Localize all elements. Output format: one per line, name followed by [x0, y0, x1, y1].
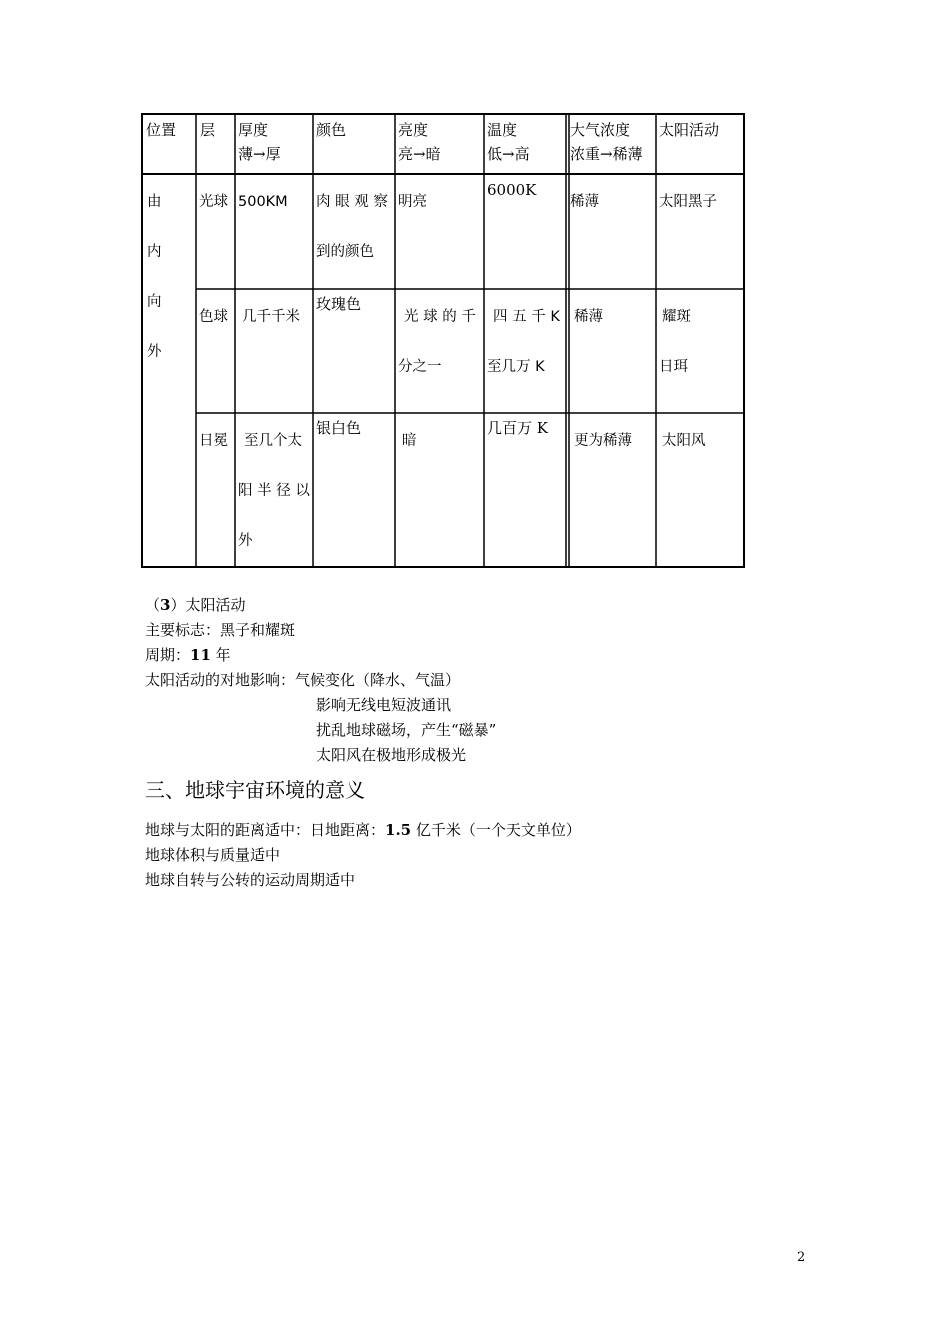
row1-color-line: 肉 眼 观 察 [316, 194, 388, 210]
row1-brightness: 明亮 [398, 194, 427, 210]
row2-temperature-line: 至几万 K [487, 359, 545, 375]
impact-item: 太阳风在极地形成极光 [316, 746, 467, 764]
position-vertical-text [147, 177, 162, 377]
section3-impact [145, 669, 460, 690]
position-char: 内 [147, 244, 162, 260]
row1-color-line: 到的颜色 [316, 244, 374, 260]
row3-thickness [238, 416, 310, 566]
header-temperature-label: 温度 [487, 121, 518, 139]
row2-brightness [398, 292, 476, 392]
row1-temperature: 6000K [487, 181, 537, 199]
row3-activity: 太阳风 [662, 433, 706, 449]
row3-color: 银白色 [316, 419, 362, 437]
position-char: 外 [147, 344, 162, 360]
position-char: 向 [147, 294, 162, 310]
row2-color: 玫瑰色 [316, 295, 362, 313]
section3-period [145, 644, 231, 665]
period-value: 11 [190, 646, 211, 664]
header-activity: 太阳活动 [659, 121, 720, 139]
section3-marks: 主要标志：黑子和耀斑 [145, 621, 296, 639]
row3-thickness-line: 外 [238, 533, 253, 549]
period-label: 周期： [145, 646, 191, 664]
row3-thickness-line: 至几个太 [244, 433, 302, 449]
row1-thickness: 500KM [238, 194, 288, 210]
row3-density: 更为稀薄 [574, 433, 632, 449]
row2-temperature [487, 292, 560, 392]
header-thickness [238, 118, 281, 166]
period-unit: 年 [215, 646, 231, 664]
section3-number: 3 [160, 596, 171, 614]
header-density-range: 浓重→稀薄 [570, 145, 643, 163]
header-density [570, 118, 643, 166]
row1-density: 稀薄 [570, 194, 599, 210]
header-thickness-label: 厚度 [238, 121, 269, 139]
row3-thickness-line: 阳 半 径 以 [238, 483, 310, 499]
row2-brightness-line: 光 球 的 千 [404, 309, 476, 325]
row2-brightness-line: 分之一 [398, 359, 442, 375]
distance-label: 地球与太阳的距离适中：日地距离： [145, 821, 386, 839]
row3-brightness: 暗 [402, 433, 417, 449]
impact-item: 气候变化（降水、气温） [295, 671, 461, 689]
header-layer: 层 [200, 121, 216, 139]
section3-title: （3）太阳活动 [145, 596, 246, 614]
impact-item: 影响无线电短波通讯 [316, 696, 452, 714]
row2-activity [659, 292, 691, 392]
header-thickness-range: 薄→厚 [238, 145, 281, 163]
header-brightness-range: 亮→暗 [398, 145, 441, 163]
row2-activity-line: 耀斑 [662, 309, 691, 325]
section-heading: 三、地球宇宙环境的意义 [145, 778, 365, 802]
distance-value: 1.5 [385, 821, 412, 839]
header-position: 位置 [146, 121, 177, 139]
section3-title-text: 太阳活动 [185, 596, 246, 614]
impact-label: 太阳活动的对地影响： [145, 671, 296, 689]
row2-thickness: 几千千米 [242, 309, 300, 325]
impact-item: 扰乱地球磁场，产生“磁暴” [316, 721, 497, 739]
row3-temperature: 几百万 K [487, 419, 548, 437]
row2-temperature-line: 四 五 千 K [493, 309, 560, 325]
header-color: 颜色 [316, 121, 347, 139]
row2-layer: 色球 [199, 309, 228, 325]
header-temperature-range: 低→高 [487, 145, 530, 163]
row1-color [316, 177, 388, 277]
row2-density: 稀薄 [574, 309, 603, 325]
row2-activity-line: 日珥 [659, 359, 688, 375]
section-three-line1 [145, 819, 581, 840]
header-brightness [398, 118, 441, 166]
header-temperature [487, 118, 530, 166]
header-density-label: 大气浓度 [570, 121, 631, 139]
row3-layer: 日冕 [199, 433, 228, 449]
page-number: 2 [797, 1250, 806, 1265]
position-char: 由 [147, 194, 162, 210]
section-three-line2: 地球体积与质量适中 [145, 846, 281, 864]
row1-layer: 光球 [199, 194, 228, 210]
distance-unit: 亿千米（一个天文单位） [415, 821, 581, 839]
section-three-line3: 地球自转与公转的运动周期适中 [145, 871, 356, 889]
row1-activity: 太阳黑子 [659, 194, 717, 210]
header-brightness-label: 亮度 [398, 121, 429, 139]
